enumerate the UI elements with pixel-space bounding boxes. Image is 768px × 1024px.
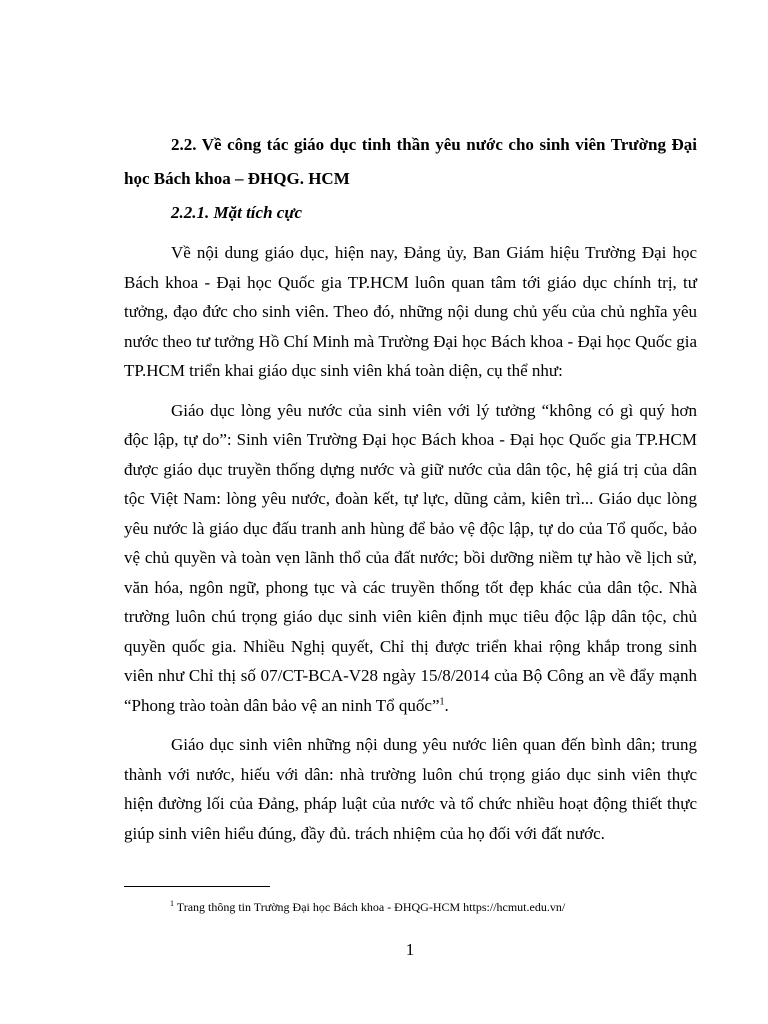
- section-heading: 2.2. Về công tác giáo dục tinh thần yêu nước cho sinh viên Trường Đại học Bách khoa – ĐHQG. HCM: [124, 135, 697, 188]
- footnote-text: Trang thông tin Trường Đại học Bách khoa - ĐHQG-HCM https://hcmut.edu.vn/: [174, 900, 566, 914]
- footnote-separator: [124, 886, 270, 887]
- footnote-reference[interactable]: 1: [439, 695, 445, 707]
- subsection-heading: 2.2.1. Mặt tích cực: [171, 203, 303, 222]
- paragraph-2-text: Giáo dục lòng yêu nước của sinh viên với lý tưởng “không có gì quý hơn độc lập, tự do”: Sinh viên Trường Đại học Bách khoa - Đại học Quốc gia TP.HCM được giáo dục truyền thống dựng nước và giữ nước của dân tộc, hệ giá trị của dân tộc Việt Nam: lòng yêu nước, đoàn kết, tự lực, dũng cảm, kiên trì... Giáo dục lòng yêu nước là giáo dục đấu tranh anh hùng để bảo vệ độc lập, tự do của Tổ quốc, bảo vệ chủ quyền và toàn vẹn lãnh thổ của đất nước; bồi dưỡng niềm tự hào về lịch sử, văn hóa, ngôn ngữ, phong tục và các truyền thống tốt đẹp khác của dân tộc. Nhà trường luôn chú trọng giáo dục sinh viên kiên định mục tiêu độc lập dân tộc, chủ quyền quốc gia. Nhiều Nghị quyết, Chỉ thị được triển khai rộng khắp trong sinh viên như Chỉ thị số 07/CT-BCA-V28 ngày 15/8/2014 của Bộ Công an về đẩy mạnh “Phong trào toàn dân bảo vệ an ninh Tổ quốc”: [124, 400, 697, 715]
- paragraph-2: [124, 396, 697, 721]
- footnote: [170, 899, 565, 915]
- paragraph-2-end: .: [444, 695, 449, 715]
- paragraph-1: Về nội dung giáo dục, hiện nay, Đảng ủy, Ban Giám hiệu Trường Đại học Bách khoa - Đại học Quốc gia TP.HCM luôn quan tâm tới giáo dục chính trị, tư tưởng, đạo đức cho sinh viên. Theo đó, những nội dung chủ yếu của chủ nghĩa yêu nước theo tư tưởng Hồ Chí Minh mà Trường Đại học Bách khoa - Đại học Quốc gia TP.HCM triển khai giáo dục sinh viên khá toàn diện, cụ thể như:: [124, 243, 697, 380]
- document-body: [124, 128, 697, 858]
- footnote-marker: 1: [170, 899, 174, 908]
- page-number: 1: [405, 940, 415, 959]
- paragraph-3: Giáo dục sinh viên những nội dung yêu nước liên quan đến bình dân; trung thành với nước, hiếu với dân: nhà trường luôn chú trọng giáo dục sinh viên thực hiện đường lối của Đảng, pháp luật của nước và tổ chức nhiều hoạt động thiết thực giúp sinh viên hiểu đúng, đầy đủ. trách nhiệm của họ đối với đất nước.: [124, 735, 697, 843]
